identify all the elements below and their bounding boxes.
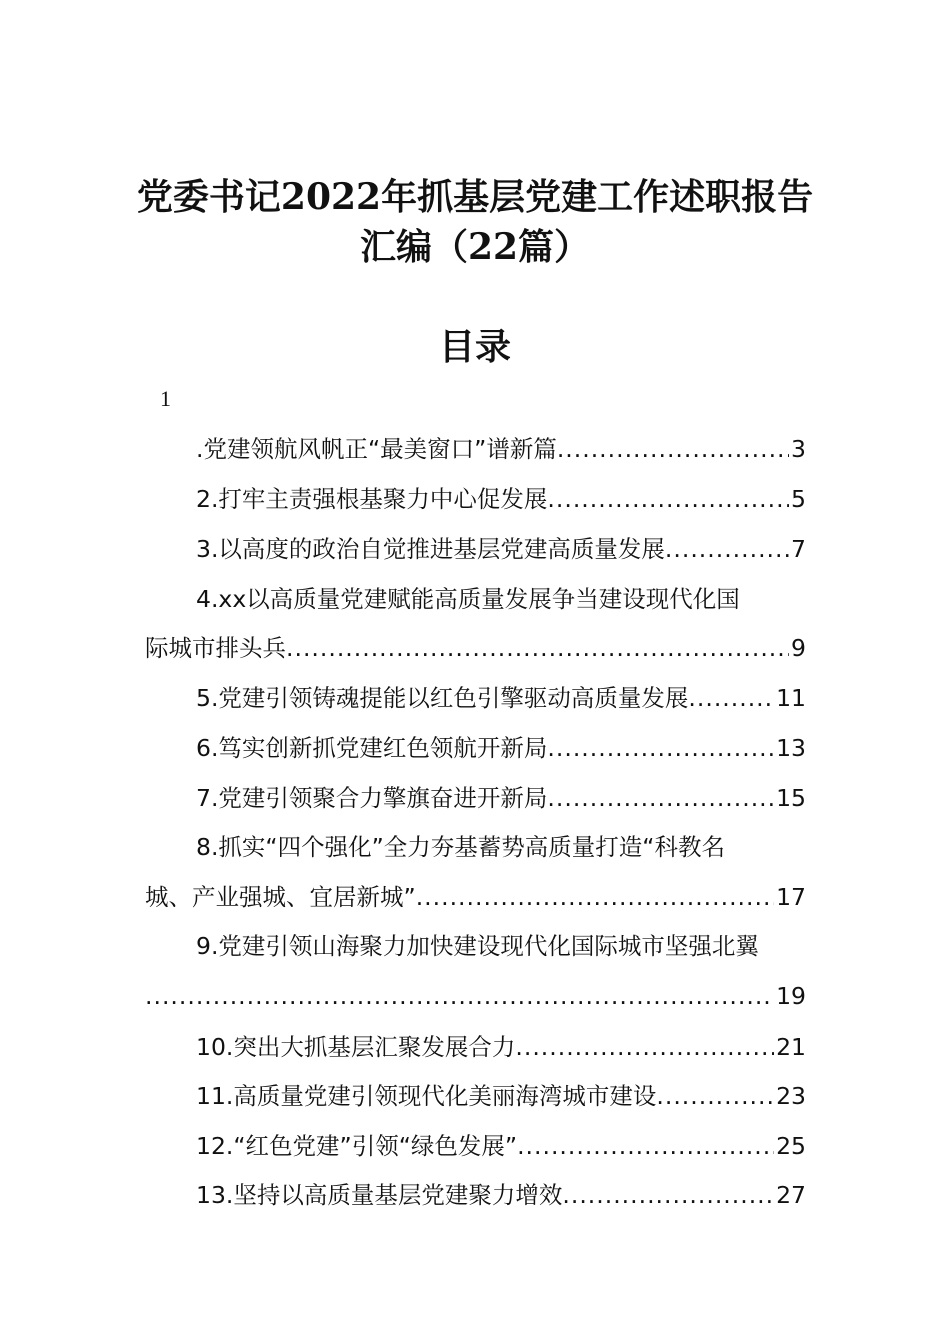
toc-entry-12[interactable] bbox=[145, 1129, 806, 1163]
document-title-line-1: 党委书记2022年抓基层党建工作述职报告 bbox=[136, 176, 814, 218]
toc-entry-title: 7.党建引领聚合力擎旗奋进开新局 bbox=[196, 784, 548, 812]
toc-leader-dots bbox=[688, 681, 774, 715]
toc-entry-title: 2.打牢主责强根基聚力中心促发展 bbox=[196, 485, 548, 513]
toc-entry-title: 3.以高度的政治自觉推进基层党建高质量发展 bbox=[196, 535, 665, 563]
stray-number: 1 bbox=[160, 386, 171, 411]
toc-entry-page: 17 bbox=[776, 883, 806, 911]
toc-entry-4-line-1[interactable] bbox=[145, 582, 806, 616]
toc-leader-dots bbox=[416, 880, 774, 914]
toc-entry-page: 15 bbox=[776, 784, 806, 812]
toc-entry-title: 6.笃实创新抓党建红色领航开新局 bbox=[196, 734, 548, 762]
toc-entry-title: 13.坚持以高质量基层党建聚力增效 bbox=[196, 1181, 563, 1209]
toc-entry-page: 13 bbox=[776, 734, 806, 762]
document-title-line-2: 汇编（22篇） bbox=[359, 226, 591, 268]
toc-entry-11[interactable] bbox=[145, 1079, 806, 1113]
toc-entry-page: 3 bbox=[791, 435, 806, 463]
toc-leader-dots bbox=[517, 1129, 774, 1163]
toc-entry-page: 21 bbox=[776, 1033, 806, 1061]
toc-entry-title-continued: 际城市排头兵 bbox=[145, 634, 286, 662]
toc-leader-dots bbox=[562, 1178, 774, 1212]
toc-entry-page: 27 bbox=[776, 1181, 806, 1209]
toc-entry-page: 5 bbox=[791, 485, 806, 513]
toc-entry-title-continued: 城、产业强城、宜居新城” bbox=[145, 883, 416, 911]
toc-entry-title: 10.突出大抓基层汇聚发展合力 bbox=[196, 1033, 516, 1061]
toc-entry-1[interactable] bbox=[145, 432, 806, 466]
toc-leader-dots bbox=[547, 731, 774, 765]
toc-entry-8-line-1[interactable] bbox=[145, 830, 806, 864]
toc-leader-dots bbox=[557, 432, 789, 466]
toc-entry-page: 11 bbox=[776, 684, 806, 712]
toc-leader-dots bbox=[547, 781, 774, 815]
toc-entry-page: 25 bbox=[776, 1132, 806, 1160]
toc-entry-10[interactable] bbox=[145, 1030, 806, 1064]
toc-entry-title: .党建领航风帆正“最美窗口”谱新篇 bbox=[196, 435, 557, 463]
toc-entry-page: 9 bbox=[791, 634, 806, 662]
toc-leader-dots bbox=[656, 1079, 774, 1113]
toc-entry-title: 9.党建引领山海聚力加快建设现代化国际城市坚强北翼 bbox=[196, 932, 759, 960]
toc-entry-3[interactable] bbox=[145, 532, 806, 566]
toc-entry-13[interactable] bbox=[145, 1178, 806, 1212]
toc-entry-9-line-1[interactable] bbox=[145, 929, 806, 963]
toc-leader-dots bbox=[547, 482, 789, 516]
toc-entry-6[interactable] bbox=[145, 731, 806, 765]
toc-entry-8-line-2[interactable] bbox=[145, 880, 806, 914]
toc-leader-dots bbox=[286, 631, 789, 665]
toc-entry-5[interactable] bbox=[145, 681, 806, 715]
toc-leader-dots bbox=[665, 532, 789, 566]
toc-entry-4-line-2[interactable] bbox=[145, 631, 806, 665]
toc-entry-7[interactable] bbox=[145, 781, 806, 815]
toc-entry-title: 11.高质量党建引领现代化美丽海湾城市建设 bbox=[196, 1082, 657, 1110]
toc-entry-title: 8.抓实“四个强化”全力夯基蓄势高质量打造“科教名 bbox=[196, 833, 725, 861]
toc-leader-dots bbox=[515, 1030, 774, 1064]
toc-heading: 目录 bbox=[438, 326, 511, 368]
toc-entry-title: 5.党建引领铸魂提能以红色引擎驱动高质量发展 bbox=[196, 684, 689, 712]
toc-entry-title: 12.“红色党建”引领“绿色发展” bbox=[196, 1132, 518, 1160]
toc-entry-9-line-2[interactable] bbox=[145, 979, 806, 1013]
toc-entry-title: 4.xx以高质量党建赋能高质量发展争当建设现代化国 bbox=[196, 585, 740, 613]
toc-leader-dots bbox=[145, 979, 774, 1013]
toc-entry-page: 23 bbox=[776, 1082, 806, 1110]
toc-entry-page: 7 bbox=[791, 535, 806, 563]
toc-entry-2[interactable] bbox=[145, 482, 806, 516]
toc-entry-page: 19 bbox=[776, 982, 806, 1010]
